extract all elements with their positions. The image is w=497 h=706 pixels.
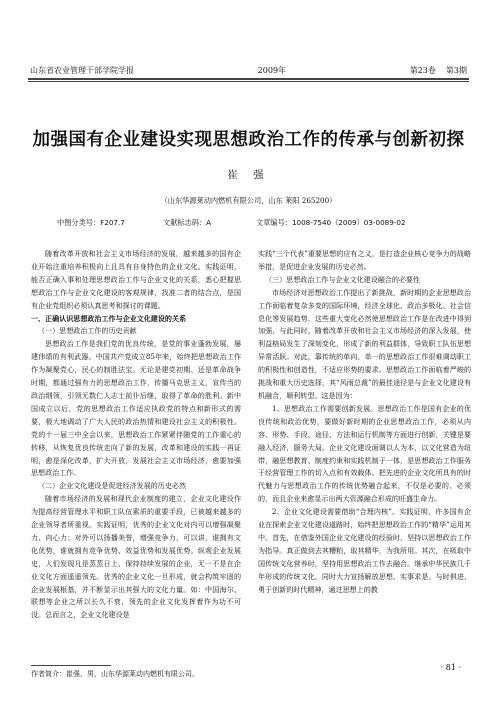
page-number: · 81 · — [440, 663, 461, 672]
article-author: 崔 强 — [227, 169, 270, 181]
section-heading: 一、正确认识思想政治工作与企业文化建设的关系 — [31, 313, 187, 323]
journal-issue — [410, 65, 467, 76]
body-column-left — [31, 248, 241, 622]
body-column-right — [258, 248, 471, 596]
paragraph: 市场经济对思想政治工作提出了新挑战，新时期的企业思想政治工作面临着复杂多变的国际环境，经济全球化、政治多极化、社会信息化等发展趋势，这些重大变化必然使思想政治工作是在改进中得到加强，与此同时，随着改革开放和社会主义市场经济的深入发展，使利益格局发生了深刻变化，形成了新的利益群体，导致职工队伍思想异常活跃。对此，靠传统的单向、单一的思想政治工作很难调动职工的积极性和创造性，不适应形势的要求。思想政治工作面临着严峻的挑战和重大历史选择，其“风雨总裁”的最佳途径是与企业文化建设有机融合，顺利转型。这是因为： — [258, 287, 471, 400]
running-header — [30, 64, 467, 76]
article-title: 加强国有企业建设实现思想政治工作的传承与创新初探 — [32, 130, 465, 150]
journal-year: 2009年 — [257, 66, 287, 75]
subsection-heading: （二）企业文化建设是促进经济发展的历史必然 — [38, 481, 186, 491]
paragraph: 1、思想政治工作需要创新发展。思想政治工作是国有企业的优良传统和政治优势，要做好新时期的企业思想政治工作，必须从内容、形势、手段、途径、方法和运行机制等方面进行创新，关键是要融入经济，服务大局。企业文化建设面调以人为本，以文化营造为纽带，融思想教育、制度约束和实践机制于一体，是思想政治工作服务于经营管理工作的切入点和有效载体。把先进的企业文化所具有的时代魅力与思想政治工作的传统优势融合起来，不仅是必要的、必须的，而且企业来愈显示出两大资源融合形成的旺盛生命力。 — [258, 403, 471, 504]
paragraph: 随着改革开放和社会主义市场经济的发展，越来越多的国有企业开始注重培养积极向上且具有自身特色的企业文化。实践证明，能否正确入事和处理思想政治工作与企业文化的关系，悉心把握思想政治工作与企业文化建设的客观规律，找准二者的结合点，是国有企业党组织必须认真思考和探讨的课题。 — [31, 249, 241, 310]
paragraph: 实践“三个代表”重要思想的应有之义，是打造企业核心竞争力的战略举措，是促进企业发展的历史必然。 — [258, 249, 471, 271]
journal-name: 山东省农业管理干部学院学报 — [30, 66, 134, 75]
clc-number: 中图分类号：F207.7 — [57, 218, 125, 227]
author-affiliation: （山东华源莱动内燃机有限公司，山东 莱阳 265200） — [160, 196, 337, 205]
issue-number: 第3期 — [445, 66, 467, 75]
author-bio-footnote: 作者简介：崔强，男，山东华源莱动内燃机有限公司。 — [31, 670, 199, 678]
paragraph: 思想政治工作是我们党的优良传统，是党的事业蓬勃发展，屡建伟绩的有利武器。中国共产党成立85年来，始终把思想政治工作作为凝聚党心，民心的制胜法宝。无论是建党初期、还是革命战争时期，都通过强有力的思想政治工作，传播马克思主义，宣传当的政治纲领，引领无数仁人志士前仆后继，取得了革命的胜利。新中国成立以后，党的思想政治工作适应执政党的特点和新形式的需要，极大地调动了广大人民的政治热情和建设社会主义的积极性。党的十一届三中全会以来，思想政治工作紧紧伴随党的工作重心的转移，从恢复优良传统走向了新的发展，改革和建设的实践一再证明，愈是深化改革，扩大开放，发展社会主义市场经济，愈要加强思想政治工作。 — [31, 339, 241, 478]
article-number: 文章编号：1008-7540（2009）03-0089-02 — [256, 218, 406, 227]
footnote-rule — [31, 665, 111, 666]
paragraph: 随着市场经济的发展和现代企业制度的建立，企业文化建设作为提高经营管理水平和职工队伍素质的重要手段，已被越来越多的企业领导者所重视。实践证明，优秀的企业文化对内可以增强凝聚力、向心力；对外可以扬播美誉，增强竞争力，可以讲，谁拥有文化优势，谁就拥有竞争优势、效益优势和发展优势。纵观企业发展史，人们发现凡是蒸蒸日上、保持持续发展的企业，无一不是在企业文化方面遥遥领先。优秀的企业文化一旦形成，就会构筑牢固的企业发展根基，并不断显示出其强大的文化力量。如：中国海尔、联想等企业之所以长久不衰，领先的企业文化发挥着作为功不可没。总而言之，企业文化建设是 — [31, 494, 241, 620]
header-rule-thick — [28, 78, 469, 80]
header-rule-thin — [28, 81, 469, 82]
volume: 第23卷 — [409, 66, 436, 75]
subsection-heading: （三）思想政治工作与企业文化建设融合的必要性 — [265, 274, 421, 284]
subsection-heading: （一）思想政治工作的历史贡献 — [38, 326, 137, 336]
document-code: 文献标志码：A — [163, 218, 212, 227]
paragraph: 2、企业文化建设需要借助“合理内核”。实践证明，许多国有企业在探索企业文化建设道路时，始终把思想政治工作的“精华”运用其中。首先，在借鉴外国企业文化建设的经验时，坚持以思想政治工作为指导。真正做到去其糟粕，取其精华，为我所用。其次，在吸取中国传统文化营养时，坚持用思想政治工作去融合。继承中华民族几千年形成的传统文化，同时大力宣扬解放思想、实事求是、与时俱进、勇于创新的时代精神，通过思想上的教 — [258, 507, 471, 594]
